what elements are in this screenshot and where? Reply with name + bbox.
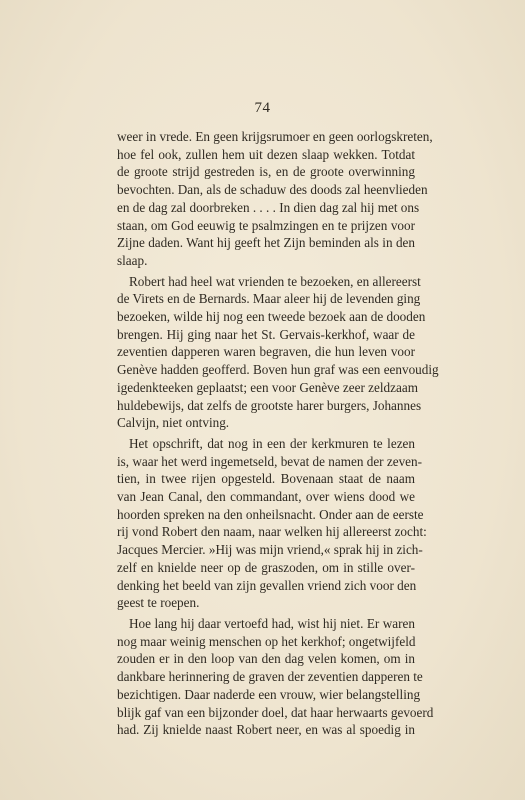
- text-line: Hoe lang hij daar vertoefd had, wist hij niet. Er waren: [129, 615, 415, 631]
- text-line: geest te roepen.: [117, 595, 200, 611]
- text-line: en de dag zal doorbreken . . . . In dien dag zal hij met ons: [117, 199, 420, 215]
- text-line: huldebewijs, dat zelfs de grootste harer burgers, Johannes: [117, 397, 422, 413]
- text-line: igedenkteeken geplaatst; een voor Genève zeer zeldzaam: [117, 379, 418, 395]
- text-line: zeventien dapperen waren begraven, die hun leven voor: [117, 344, 415, 360]
- text-line: rij vond Robert den naam, naar welken hij allereerst zocht:: [117, 524, 427, 540]
- text-line: is, waar het werd ingemetseld, bevat de namen der zeven-: [117, 453, 423, 469]
- text-line: zelf en knielde neer op de graszoden, om in stille over-: [117, 559, 415, 575]
- text-line: hoe fel ook, zullen hem uit dezen slaap wekken. Totdat: [117, 146, 415, 162]
- text-line: brengen. Hij ging naar het St. Gervais-kerkhof, waar de: [117, 326, 415, 342]
- text-line: van Jean Canal, den commandant, over wiens dood we: [117, 489, 415, 505]
- page-number: 74: [254, 100, 271, 116]
- text-line: Robert had heel wat vrienden te bezoeken, en allereerst: [129, 273, 421, 289]
- text-line: tien, in twee rijen opgesteld. Bovenaan staat de naam: [117, 471, 415, 487]
- paragraph-2: [117, 273, 439, 432]
- text-line: Jacques Mercier. »Hij was mijn vriend,« sprak hij in zich-: [117, 542, 423, 558]
- text-line: nog maar weinig menschen op het kerkhof; ongetwijfeld: [117, 633, 416, 649]
- text-line: slaap.: [117, 252, 148, 268]
- text-line: dankbare herinnering de graven der zeventien dapperen te: [117, 669, 423, 685]
- text-line: bevochten. Dan, als de schaduw des doods zal heenvlieden: [117, 182, 428, 198]
- text-line: zouden er in den loop van den dag velen komen, om in: [117, 651, 415, 667]
- text-line: staan, om God eeuwig te psalmzingen en te prijzen voor: [117, 217, 415, 233]
- text-line: Calvijn, niet ontving.: [117, 415, 230, 431]
- text-line: denking het beeld van zijn gevallen vriend zich voor den: [117, 577, 417, 593]
- text-line: bezichtigen. Daar naderde een vrouw, wier belangstelling: [117, 686, 421, 702]
- text-line: bezoeken, wilde hij nog een tweede bezoek aan de dooden: [117, 309, 426, 325]
- text-line: had. Zij knielde naast Robert neer, en was al spoedig in: [117, 722, 415, 738]
- text-line: Genève hadden geofferd. Boven hun graf was een eenvoudig: [117, 362, 439, 378]
- text-line: hoorden spreken na den onheilsnacht. Onder aan de eerste: [117, 506, 424, 522]
- paragraph-1: [117, 128, 433, 270]
- text-line: weer in vrede. En geen krijgsrumoer en geen oorlogskreten,: [117, 129, 433, 144]
- text-line: de Virets en de Bernards. Maar aleer hij de levenden ging: [117, 291, 421, 307]
- body-text: [117, 128, 439, 739]
- paragraph-3: [117, 435, 427, 612]
- text-line: blijk gaf van een bijzonder doel, dat haar herwaarts gevoerd: [117, 704, 434, 720]
- text-line: Zijne daden. Want hij geeft het Zijn beminden als in den: [117, 235, 415, 251]
- text-line: Het opschrift, dat nog in een der kerkmuren te lezen: [129, 435, 415, 451]
- paragraph-4: [117, 615, 434, 739]
- text-line: de groote strijd gestreden is, en de groote overwinning: [117, 164, 415, 180]
